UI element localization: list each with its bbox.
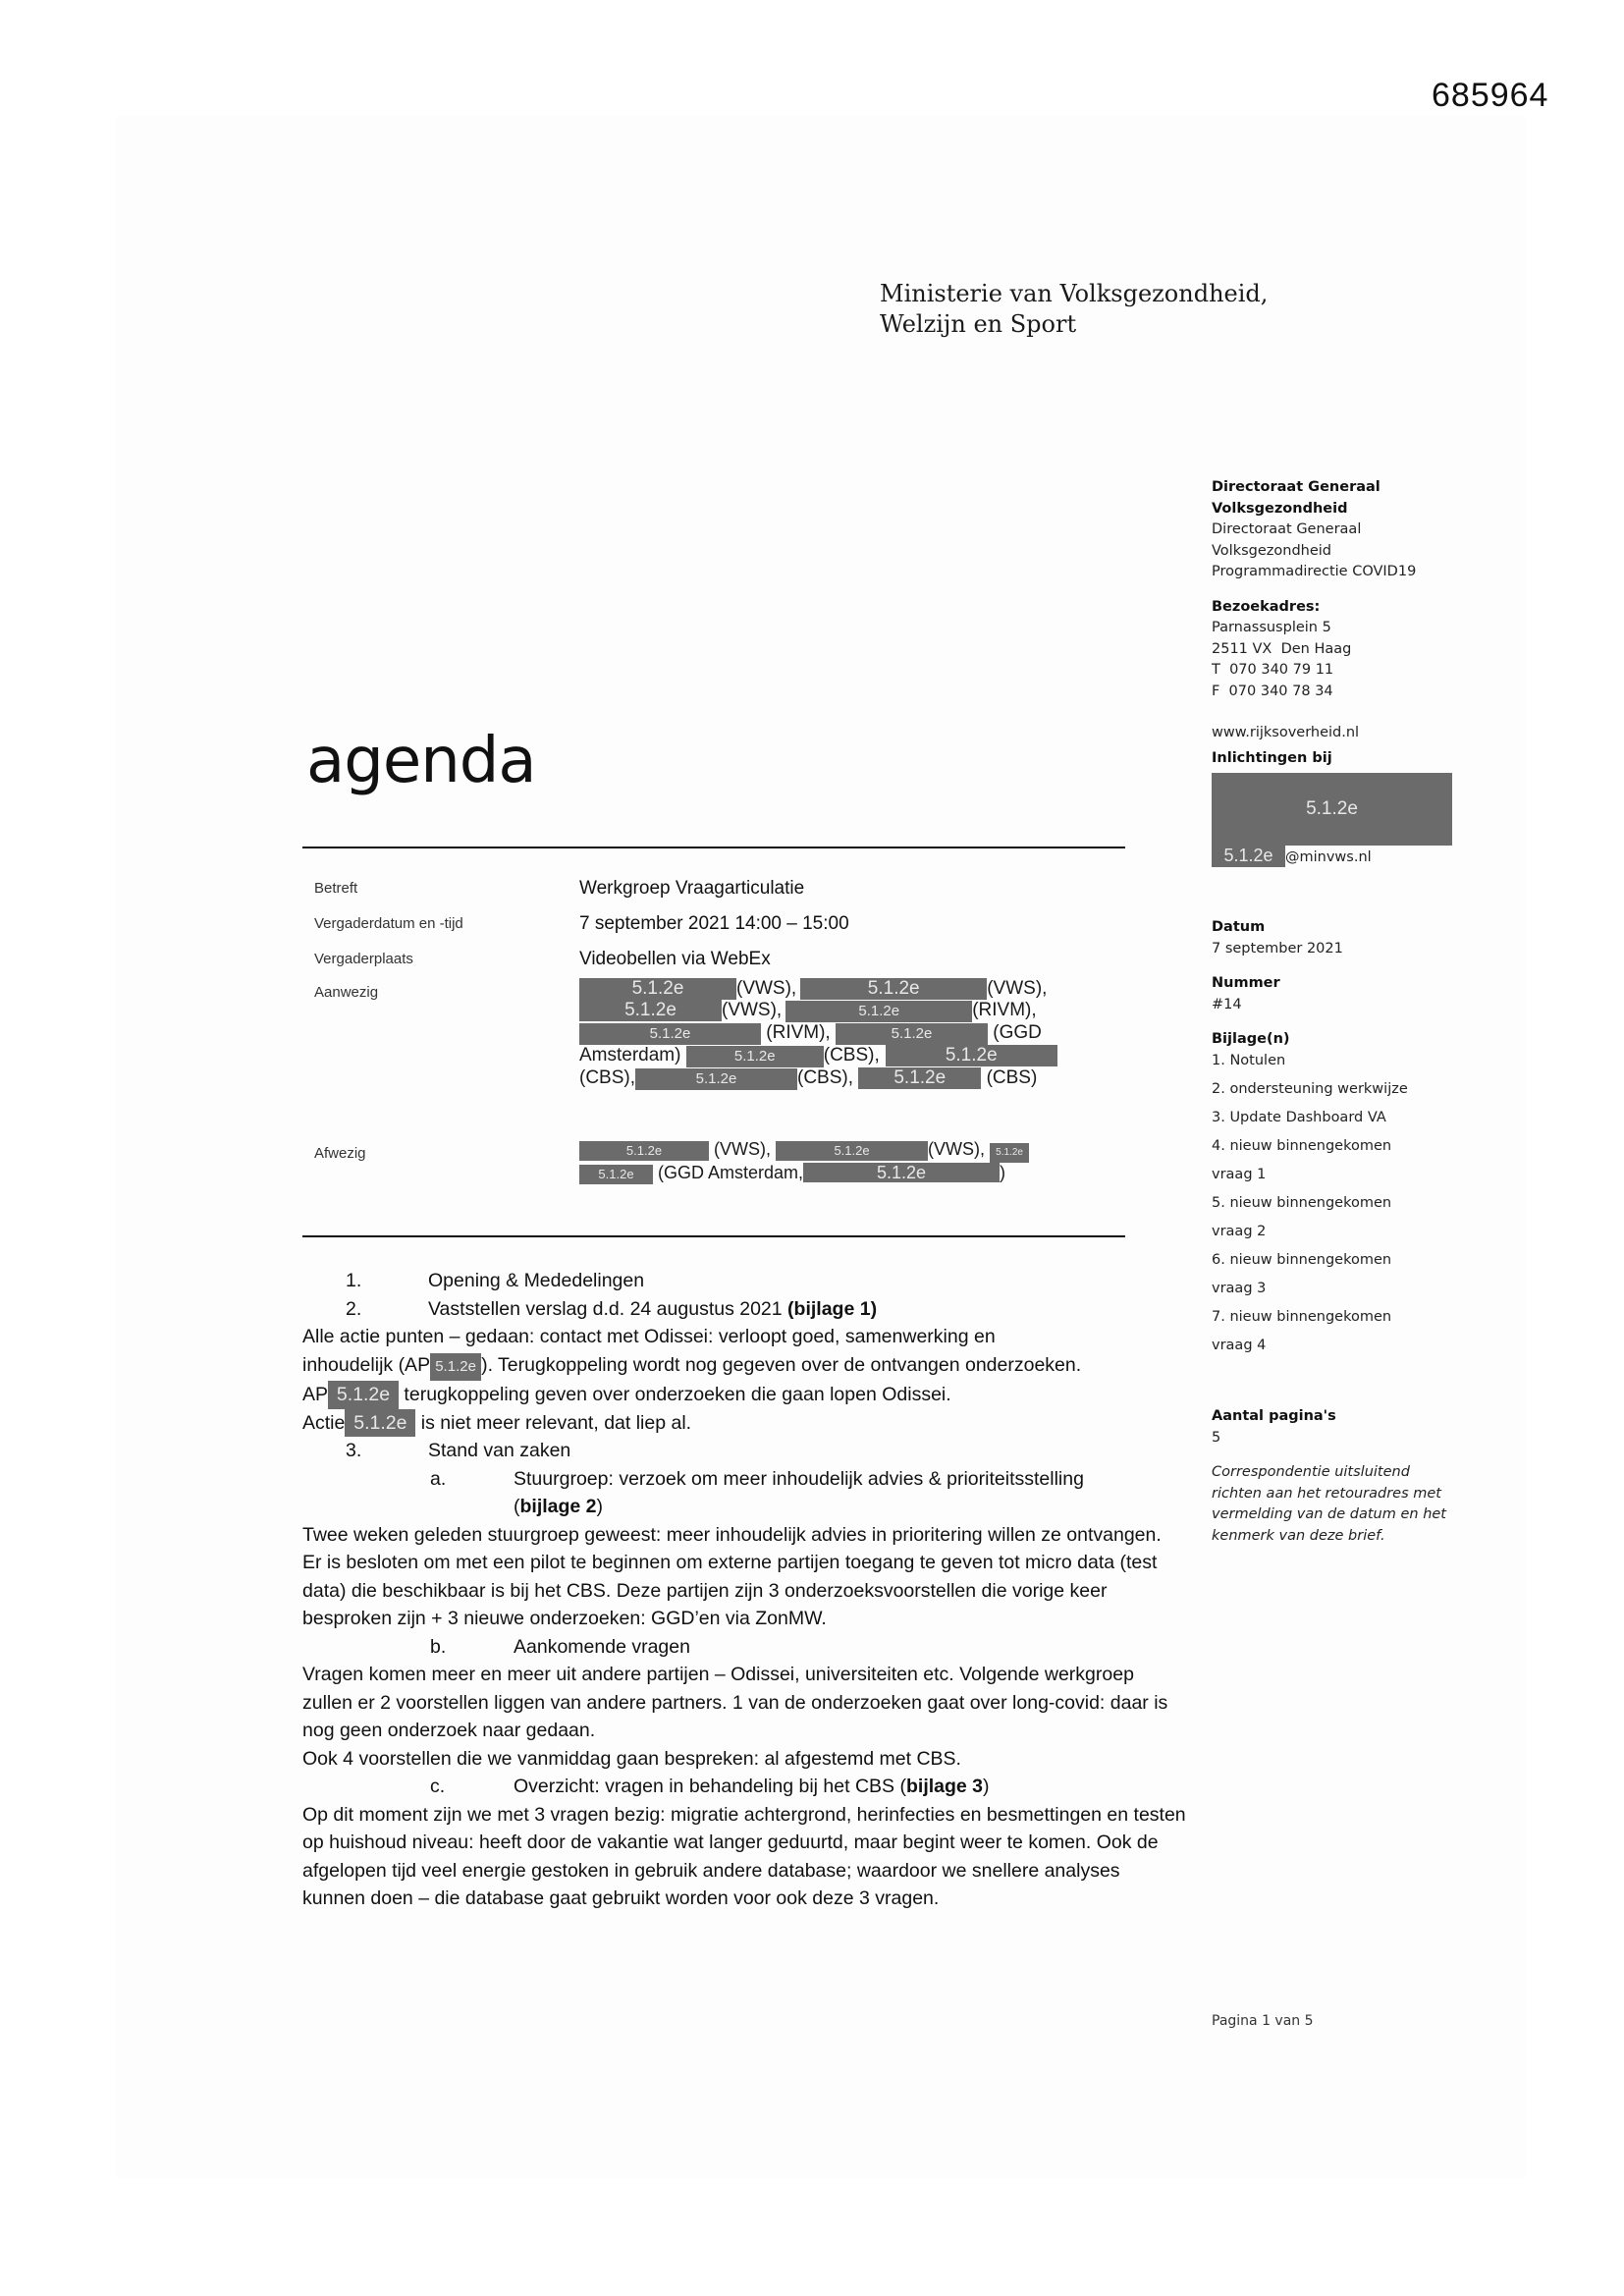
- org-label: (CBS),: [797, 1067, 853, 1088]
- nummer-value: #14: [1212, 996, 1242, 1012]
- dg-heading: Volksgezondheid: [1212, 500, 1348, 517]
- phone: T 070 340 79 11: [1212, 662, 1334, 678]
- redaction-box: 5.1.2e: [579, 1165, 653, 1184]
- item-text: Vaststellen verslag d.d. 24 augustus 2021: [428, 1297, 788, 1320]
- text: Actie: [302, 1411, 346, 1434]
- agenda-item-3: [302, 1437, 1186, 1465]
- item2-paragraph: [302, 1323, 1186, 1437]
- inlichtingen-label: Inlichtingen bij: [1212, 749, 1332, 766]
- bijlage-item: 2. ondersteuning werkwijze: [1212, 1080, 1408, 1097]
- item-number: 3.: [346, 1440, 362, 1461]
- bijlage-item: 7. nieuw binnengekomen: [1212, 1308, 1392, 1325]
- bijlage-item: 6. nieuw binnengekomen: [1212, 1251, 1392, 1268]
- agenda-body: [302, 1267, 1186, 1913]
- item3b-paragraph: Vragen komen meer en meer uit andere partijen – Odissei, universiteiten etc. Volgende werkgroep zullen er 2 voorstellen liggen van andere partners. 1 van de onderzoeken gaat over long-covid: daar is nog geen onderzoek naar gedaan.: [302, 1664, 1168, 1741]
- redaction-box: 5.1.2e: [579, 1141, 709, 1161]
- org-label: (GGD Amsterdam,: [658, 1163, 804, 1182]
- org-label: (RIVM),: [972, 1000, 1037, 1020]
- redaction-box: 5.1.2e: [430, 1353, 481, 1382]
- org-label: (CBS): [986, 1067, 1038, 1088]
- sidebar-organisation: [1212, 477, 1452, 869]
- item-number: b.: [430, 1635, 447, 1658]
- dg-line: Volksgezondheid: [1212, 542, 1331, 559]
- text: AP: [302, 1384, 329, 1405]
- correspondence-note: Correspondentie uitsluitend richten aan het retouradres met vermelding van de datum en het kenmerk van deze brief.: [1212, 1464, 1446, 1544]
- redaction-box: 5.1.2e: [990, 1143, 1029, 1163]
- dg-line: Programmadirectie COVID19: [1212, 564, 1417, 579]
- text: inhoudelijk (AP: [302, 1353, 431, 1376]
- agenda-item-3a: [302, 1465, 1186, 1521]
- redaction-box: 5.1.2e: [1212, 773, 1452, 846]
- bijlage-item: vraag 4: [1212, 1337, 1267, 1353]
- website-link[interactable]: www.rijksoverheid.nl: [1212, 725, 1360, 740]
- item-text: Stand van zaken: [428, 1440, 571, 1461]
- org-label: (VWS),: [928, 1139, 986, 1159]
- datum-label: Datum: [1212, 919, 1266, 935]
- item-number: 1.: [346, 1270, 362, 1291]
- vergaderdatum-label: Vergaderdatum en -tijd: [314, 915, 463, 932]
- fax: F 070 340 78 34: [1212, 683, 1333, 699]
- ministry-logo-text: [880, 279, 1268, 340]
- paginas-value: 5: [1212, 1429, 1221, 1446]
- redaction-box: 5.1.2e: [1212, 846, 1285, 867]
- bijlage-item: 5. nieuw binnengekomen: [1212, 1194, 1392, 1211]
- divider-top: [302, 847, 1125, 848]
- bijlage-ref: bijlage 2: [519, 1496, 597, 1517]
- betreft-value: Werkgroep Vraagarticulatie: [579, 878, 805, 899]
- sidebar-details: [1212, 917, 1408, 1360]
- text: ): [596, 1496, 604, 1517]
- redaction-box: 5.1.2e: [579, 1000, 722, 1021]
- text: ): [983, 1776, 990, 1797]
- datum-value: 7 september 2021: [1212, 940, 1343, 957]
- agenda-item-1: [302, 1267, 1186, 1295]
- bijlage-item: vraag 1: [1212, 1166, 1267, 1182]
- org-label: (CBS),: [579, 1067, 635, 1088]
- bijlage-ref: bijlage 3: [905, 1776, 984, 1797]
- dg-line: Directoraat Generaal: [1212, 521, 1362, 537]
- dg-heading: Directoraat Generaal: [1212, 479, 1380, 495]
- org-label: (CBS),: [823, 1045, 880, 1066]
- text: (: [514, 1496, 520, 1517]
- redaction-box: 5.1.2e: [785, 1001, 972, 1022]
- org-label: (VWS),: [714, 1139, 772, 1159]
- nummer-label: Nummer: [1212, 975, 1280, 991]
- item-text: Overzicht: vragen in behandeling bij het CBS (: [514, 1776, 906, 1797]
- item3a-paragraph: Twee weken geleden stuurgroep geweest: meer inhoudelijk advies in prioritering willen ze ontvangen. Er is besloten om met een pilot te beginnen om externe partijen toegang te geven tot micro data (test data) die beschikbaar is bij het CBS. Deze partijen zijn 3 onderzoeksvoorstellen die vorige keer besproken zijn + 3 nieuwe onderzoeken: GGD’en via ZonMW.: [302, 1523, 1162, 1629]
- text: Alle actie punten – gedaan: contact met Odissei: verloopt goed, samenwerking en: [302, 1326, 996, 1347]
- ministry-line-1: Ministerie van Volksgezondheid,: [880, 280, 1269, 307]
- redaction-box: 5.1.2e: [858, 1067, 981, 1089]
- org-label: (RIVM),: [766, 1022, 831, 1043]
- vergaderdatum-value: 7 september 2021 14:00 – 15:00: [579, 913, 849, 934]
- org-label: Amsterdam): [579, 1045, 681, 1066]
- divider-bottom: [302, 1235, 1125, 1237]
- afwezig-label: Afwezig: [314, 1145, 366, 1162]
- bijlage-item: 4. nieuw binnengekomen: [1212, 1137, 1392, 1154]
- org-label: (VWS),: [722, 1000, 783, 1020]
- item-number: a.: [430, 1467, 447, 1490]
- text: is niet meer relevant, dat liep al.: [415, 1411, 692, 1434]
- item-text: Stuurgroep: verzoek om meer inhoudelijk advies & prioriteitsstelling: [514, 1467, 1084, 1490]
- redaction-box: 5.1.2e: [803, 1163, 1000, 1182]
- org-label: (GGD: [993, 1022, 1042, 1043]
- redaction-box: 5.1.2e: [635, 1068, 797, 1090]
- vergaderplaats-value: Videobellen via WebEx: [579, 949, 771, 969]
- paginas-label: Aantal pagina's: [1212, 1408, 1336, 1424]
- redaction-box: 5.1.2e: [686, 1046, 824, 1067]
- redaction-box: 5.1.2e: [579, 978, 736, 1000]
- redaction-box: 5.1.2e: [800, 978, 987, 1000]
- redaction-box: 5.1.2e: [776, 1141, 928, 1161]
- aanwezig-label: Aanwezig: [314, 984, 379, 1001]
- bijlagen-label: Bijlage(n): [1212, 1031, 1290, 1047]
- document-id: 685964: [1432, 77, 1549, 114]
- item-text: Aankomende vragen: [514, 1635, 690, 1658]
- email-link[interactable]: @minvws.nl: [1285, 849, 1372, 865]
- afwezig-list: [579, 1139, 1070, 1184]
- agenda-item-2: [302, 1295, 1186, 1324]
- agenda-item-3c: [302, 1773, 1186, 1801]
- item-number: c.: [430, 1776, 446, 1797]
- item-number: 2.: [346, 1297, 362, 1320]
- address-line: Parnassusplein 5: [1212, 620, 1331, 635]
- redaction-box: 5.1.2e: [345, 1409, 415, 1438]
- text: ). Terugkoppeling wordt nog gegeven over de ontvangen onderzoeken.: [481, 1353, 1082, 1376]
- redaction-box: 5.1.2e: [836, 1023, 988, 1045]
- betreft-label: Betreft: [314, 880, 358, 897]
- bijlage-item: vraag 3: [1212, 1280, 1267, 1296]
- bijlage-item: 1. Notulen: [1212, 1052, 1286, 1068]
- page-title: agenda: [306, 725, 536, 797]
- vergaderplaats-label: Vergaderplaats: [314, 951, 413, 967]
- org-label: ): [1000, 1163, 1006, 1182]
- bijlage-item: 3. Update Dashboard VA: [1212, 1109, 1386, 1125]
- org-label: (VWS),: [987, 978, 1048, 999]
- item-text: Opening & Mededelingen: [428, 1270, 645, 1291]
- redaction-box: 5.1.2e: [579, 1023, 761, 1045]
- aanwezig-list: [579, 978, 1070, 1090]
- bijlage-item: vraag 2: [1212, 1223, 1267, 1239]
- item3c-paragraph: Op dit moment zijn we met 3 vragen bezig: migratie achtergrond, herinfecties en besmettingen en testen op huishoud niveau: heeft door de vakantie wat langer geduurtd, maar begint weer te komen. Ook de afgelopen tijd veel energie gestoken in gebruik andere database; waardoor we snellere analyses kunnen doen – die database gaat gebruikt worden voor ook deze 3 vragen.: [302, 1803, 1186, 1909]
- org-label: (VWS),: [736, 978, 797, 999]
- sidebar-pages: [1212, 1406, 1457, 1547]
- ministry-line-2: Welzijn en Sport: [880, 310, 1077, 338]
- address-line: 2511 VX Den Haag: [1212, 640, 1352, 657]
- redaction-box: 5.1.2e: [328, 1381, 399, 1409]
- agenda-item-3b: [302, 1633, 1186, 1662]
- bezoekadres-label: Bezoekadres:: [1212, 598, 1321, 615]
- bijlagen-list: [1212, 1047, 1408, 1360]
- text: terugkoppeling geven over onderzoeken die gaan lopen Odissei.: [399, 1384, 951, 1405]
- item3b-paragraph-2: Ook 4 voorstellen die we vanmiddag gaan bespreken: al afgestemd met CBS.: [302, 1747, 961, 1770]
- page-footer: Pagina 1 van 5: [1212, 2013, 1314, 2029]
- redaction-box: 5.1.2e: [886, 1045, 1057, 1066]
- bijlage-ref: (bijlage 1): [787, 1297, 878, 1320]
